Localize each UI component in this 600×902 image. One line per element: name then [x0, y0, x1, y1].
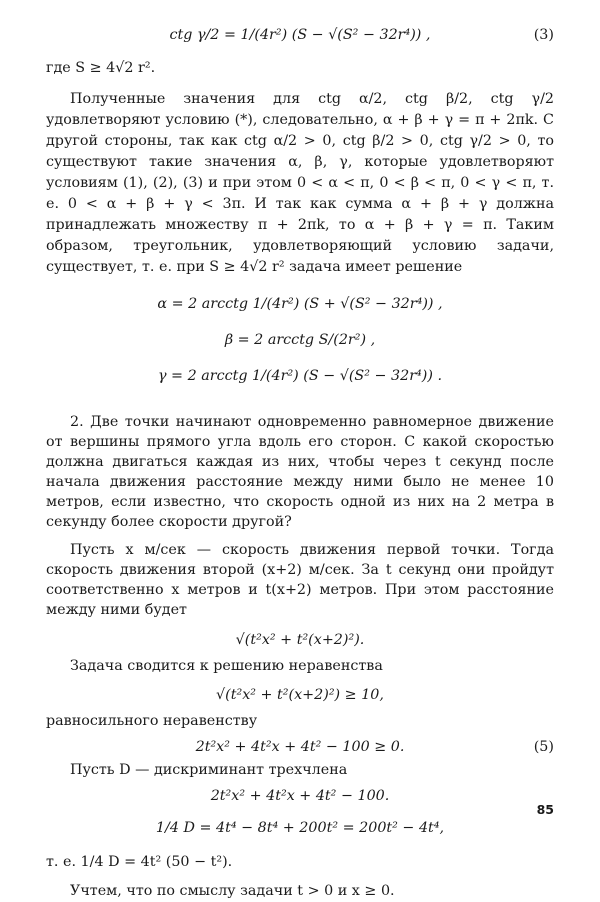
equation-5-formula: 2t²x² + 4t²x + 4t² − 100 ≥ 0. [195, 739, 405, 755]
quarter-discriminant-formula: 1/4 D = 4t⁴ − 8t⁴ + 200t² = 200t² − 4t⁴, [155, 820, 445, 836]
equation-5-number: (5) [533, 739, 554, 755]
paragraph-solution-existence: Полученные значения для ctg α/2, ctg β/2, ctg γ/2 удовлетворяют условию (*), следовательно, α + β + γ = π + 2πk. С другой стороны, так как ctg α/2 > 0, ctg β/2 > 0, ctg γ/2 > 0, то существуют такие значения α, β, γ, которые удовлетворяют условиям (1), (2), (3) и при этом 0 < α < π, 0 < β < π, 0 < γ < π, т. е. 0 < α + β + γ < 3π. И так как сумма α + β + γ должна принадлежать множеству π + 2πk, то α + β + γ = π. Таким образом, треугольник, удовлетворяющий условию задачи, существует, т. е. при S ≥ 4√2 r² задача имеет решение [46, 91, 554, 275]
reduces-to-inequality-line: Задача сводится к решению неравенства [70, 658, 383, 674]
discriminant-line: Пусть D — дискриминант трехчлена [70, 762, 348, 778]
equation-3-formula: ctg γ/2 = 1/(4r²) (S − √(S² − 32r⁴)) , [169, 27, 431, 43]
solution-gamma: γ = 2 arcctg 1/(4r²) (S − √(S² − 32r⁴)) . [157, 368, 443, 384]
distance-formula: √(t²x² + t²(x+2)²). [235, 632, 365, 648]
equation-3 [46, 20, 554, 50]
condition-line: где S ≥ 4√2 r². [46, 60, 156, 76]
solution-beta: β = 2 arcctg S/(2r²) , [224, 332, 376, 348]
equation-5 [46, 734, 554, 760]
solution-alpha: α = 2 arcctg 1/(4r²) (S + √(S² − 32r⁴)) , [157, 296, 443, 312]
equivalent-inequality-line: равносильного неравенству [46, 713, 258, 729]
that-is-line: т. е. 1/4 D = 4t² (50 − t²). [46, 854, 233, 870]
equation-3-number: (3) [533, 27, 554, 43]
inequality-formula: √(t²x² + t²(x+2)²) ≥ 10, [216, 687, 384, 703]
page-number: 85 [536, 802, 554, 817]
paragraph-speed-setup: Пусть x м/сек — скорость движения первой точки. Тогда скорость движения второй (x+2) м/сек. За t секунд они пройдут соответственно x метров и t(x+2) метров. При этом расстояние между ними будет [46, 542, 554, 618]
conditions-line: Учтем, что по смыслу задачи t > 0 и x ≥ 0. [70, 883, 395, 899]
problem-2-statement: 2. Две точки начинают одновременно равномерное движение от вершины прямого угла вдоль его сторон. С какой скоростью должна двигаться каждая из них, чтобы через t секунд после начала движения расстояние между ними было не менее 10 метров, если известно, что скорость одной из них на 2 метра в секунду более скорости другой? [46, 414, 554, 530]
trinomial-formula: 2t²x² + 4t²x + 4t² − 100. [210, 788, 390, 804]
